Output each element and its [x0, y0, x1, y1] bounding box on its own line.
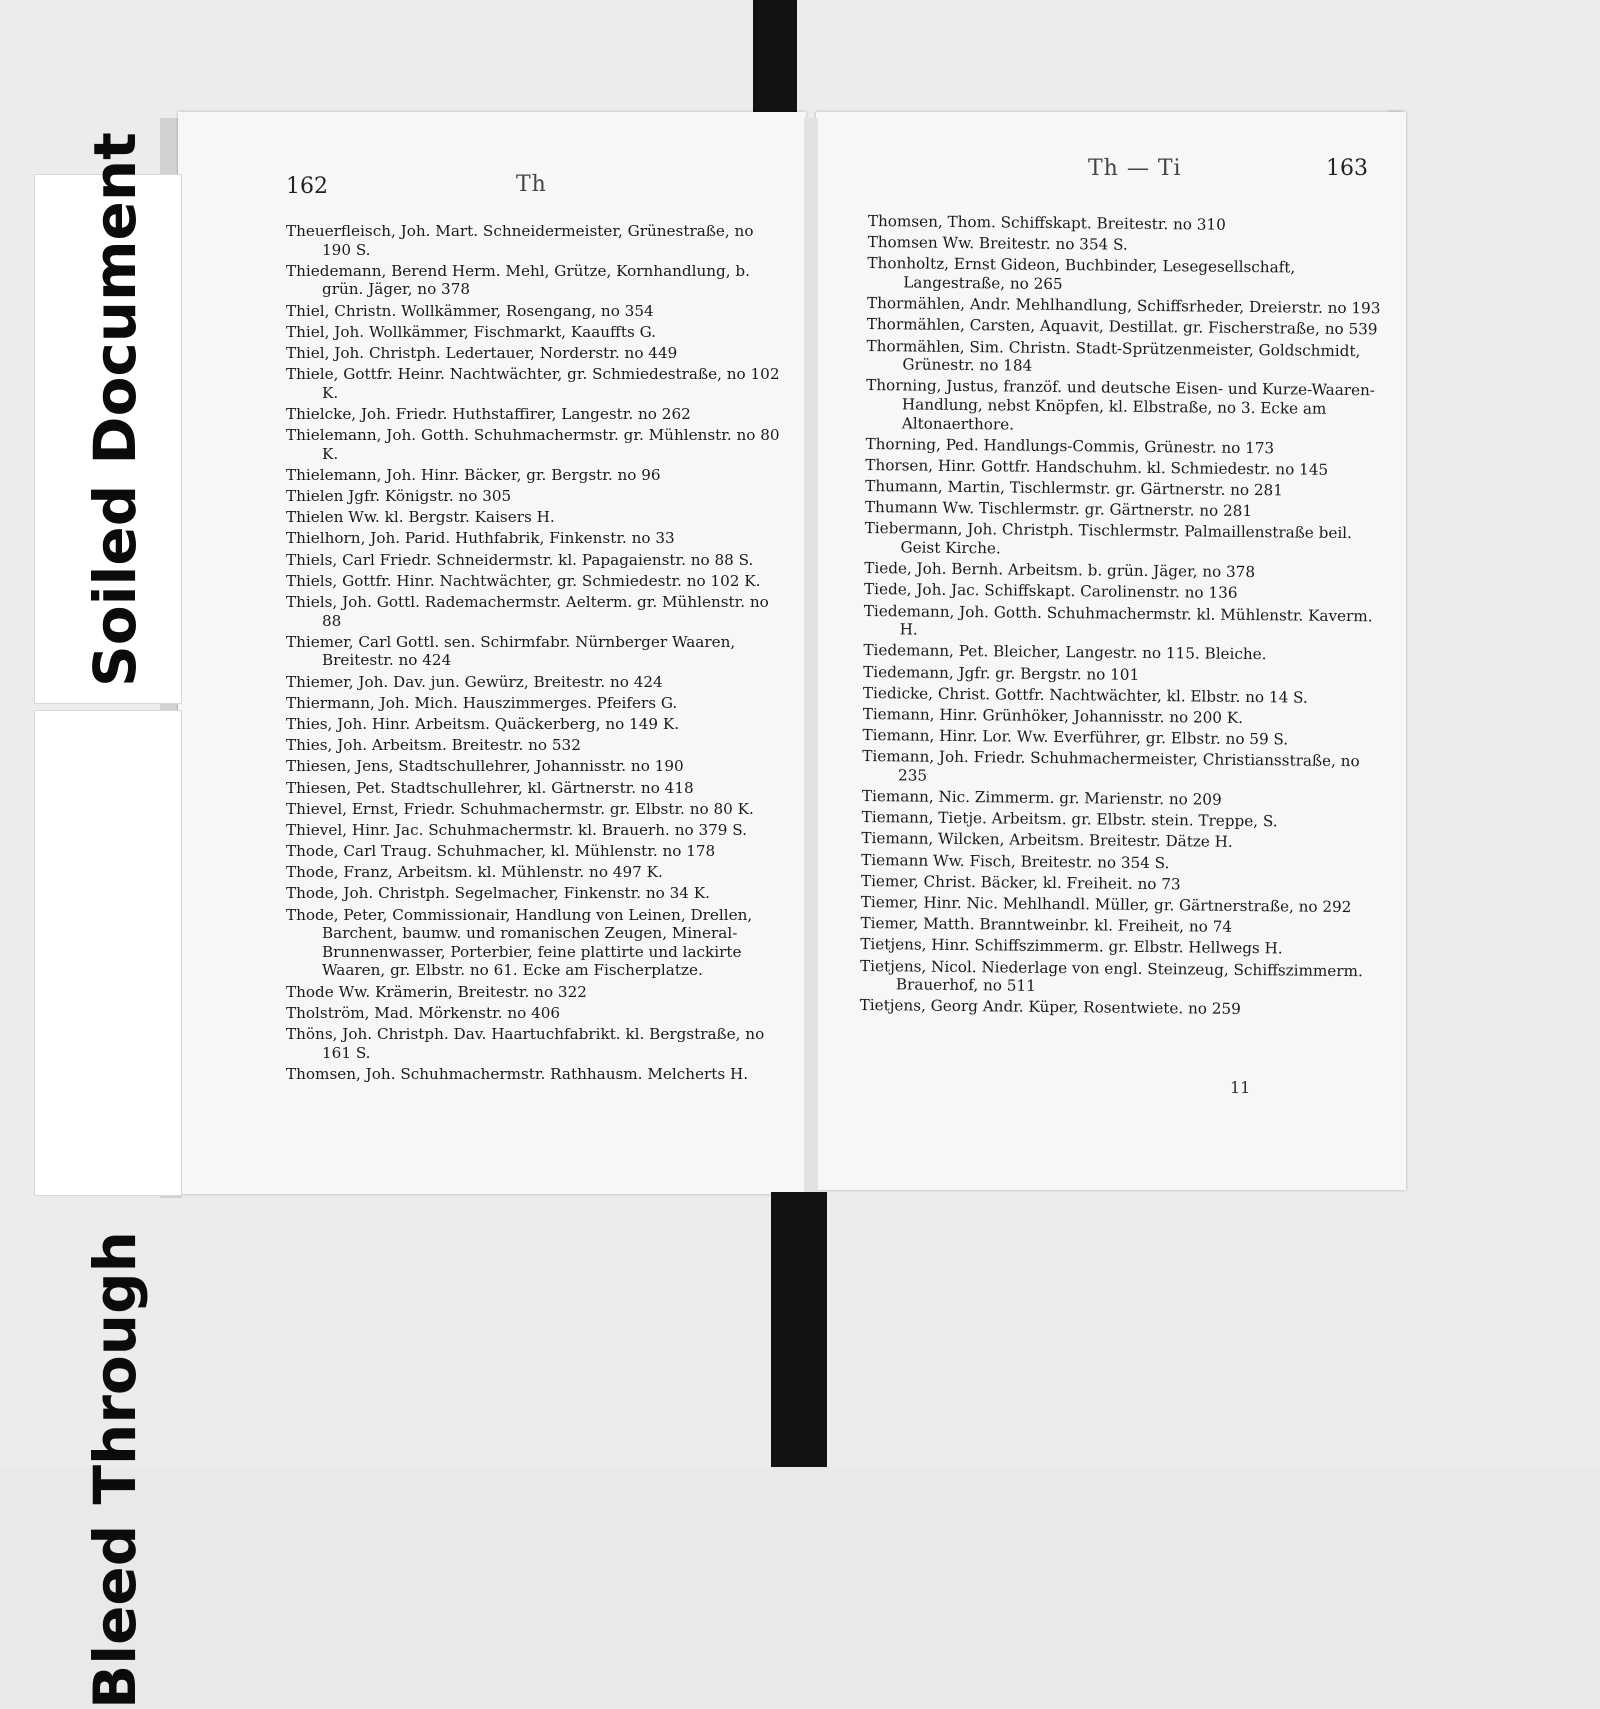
- directory-entry: [863, 641, 1383, 665]
- directory-entry-text: Thiesen, Pet. Stadtschullehrer, kl. Gärtnerstr. no 418: [286, 778, 694, 797]
- directory-entry-text: Tiemann, Hinr. Grünhöker, Johannisstr. no 200 K.: [862, 704, 1244, 727]
- left-page-number: 162: [286, 174, 328, 199]
- directory-entry-text: Tietjens, Hinr. Schiffszimmerm. gr. Elbstr. Hellwegs H.: [860, 935, 1283, 958]
- signature-mark: 11: [1230, 1078, 1251, 1097]
- directory-entry: [286, 323, 786, 342]
- directory-entry-text: Tietjens, Nicol. Niederlage von engl. Steinzeug, Schiffszimmerm. Brauerhof, no 511: [860, 956, 1368, 995]
- directory-entry: [862, 787, 1382, 811]
- directory-entry: [286, 906, 786, 980]
- directory-entry: [286, 487, 786, 506]
- directory-entry-text: Thöns, Joh. Christph. Dav. Haartuchfabrikt. kl. Bergstraße, no 161 S.: [286, 1024, 770, 1062]
- directory-entry-text: Thode, Franz, Arbeitsm. kl. Mühlenstr. no 497 K.: [286, 863, 663, 882]
- directory-entry-text: Thorning, Justus, franzöf. und deutsche Eisen- und Kurze-Waaren-Handlung, nebst Knöpfen, kl. Elbstraße, no 3. Ecke am Altonaerthore.: [866, 376, 1376, 434]
- directory-entry-text: Thomsen, Joh. Schuhmachermstr. Rathhausm. Melcherts H.: [286, 1064, 749, 1083]
- directory-entry-text: Tiede, Joh. Bernh. Arbeitsm. b. grün. Jäger, no 378: [864, 559, 1256, 582]
- directory-entry-text: Thievel, Ernst, Friedr. Schuhmachermstr. gr. Elbstr. no 80 K.: [286, 799, 754, 818]
- directory-entry-text: Thiele, Gottfr. Heinr. Nachtwächter, gr. Schmiedestraße, no 102 K.: [286, 365, 785, 402]
- right-page-number: 163: [1326, 156, 1368, 181]
- directory-entry: [867, 254, 1387, 297]
- directory-entry-text: Tietjens, Georg Andr. Küper, Rosentwiete. no 259: [859, 996, 1241, 1019]
- directory-entry-text: Tiebermann, Joh. Christph. Tischlermstr. Palmaillenstraße beil. Geist Kirche.: [864, 519, 1357, 558]
- directory-entry: [864, 602, 1384, 645]
- directory-entry: [860, 914, 1380, 938]
- label-bleed-through: Bleed Through: [81, 1231, 149, 1709]
- directory-entry-text: Tiemann, Wilcken, Arbeitsm. Breitestr. Dätze H.: [861, 829, 1233, 852]
- directory-entry: [286, 508, 786, 527]
- directory-entry-text: Thorning, Ped. Handlungs-Commis, Grünestr. no 173: [865, 434, 1275, 457]
- directory-entry-text: Tiedicke, Christ. Gottfr. Nachtwächter, kl. Elbstr. no 14 S.: [862, 683, 1308, 707]
- directory-entry: [862, 747, 1382, 790]
- directory-entry: [286, 262, 786, 299]
- directory-entry-text: Thiel, Joh. Wollkämmer, Fischmarkt, Kaauffts G.: [286, 322, 656, 341]
- directory-entry: [286, 800, 786, 819]
- directory-entry: [861, 893, 1381, 917]
- directory-entry: [860, 996, 1380, 1020]
- directory-entry-text: Tiemer, Christ. Bäcker, kl. Freiheit. no 73: [860, 871, 1181, 894]
- directory-entry: [286, 593, 786, 630]
- label-card-soiled: [34, 132, 182, 704]
- directory-entry-text: Thode, Peter, Commissionair, Handlung von Leinen, Drellen, Barchent, baumw. und romanischen Zeugen, Mineral-Brunnenwasser, Porterbier, feine plattirte und lackirte Waaren, gr. Elbstr. no 61. Ecke am Fischerplatze.: [286, 905, 758, 980]
- directory-entry-text: Thumann Ww. Tischlermstr. gr. Gärtnerstr. no 281: [864, 498, 1253, 521]
- directory-entry-text: Thiesen, Jens, Stadtschullehrer, Johannisstr. no 190: [286, 757, 684, 776]
- directory-entry: [286, 757, 786, 776]
- directory-entry-text: Thode, Carl Traug. Schuhmacher, kl. Mühlenstr. no 178: [286, 842, 716, 861]
- directory-entry-text: Thielen Jgfr. Königstr. no 305: [286, 487, 512, 506]
- directory-entry: [286, 842, 786, 861]
- directory-entry: [865, 477, 1385, 501]
- directory-entry: [286, 466, 786, 485]
- directory-entry-text: Thiel, Christn. Wollkämmer, Rosengang, no 354: [286, 301, 654, 320]
- directory-entry-text: Thielemann, Joh. Gotth. Schuhmachermstr. gr. Mühlenstr. no 80 K.: [286, 426, 785, 463]
- directory-entry-text: Thumann, Martin, Tischlermstr. gr. Gärtnerstr. no 281: [865, 477, 1283, 500]
- directory-entry-text: Thode Ww. Krämerin, Breitestr. no 322: [286, 982, 587, 1001]
- directory-entry-text: Thiels, Joh. Gottl. Rademachermstr. Aelterm. gr. Mühlenstr. no 88: [286, 593, 774, 630]
- directory-entry: [286, 736, 786, 755]
- directory-entry-text: Thiemer, Joh. Dav. jun. Gewürz, Breitestr. no 424: [286, 672, 663, 691]
- binding-clip-bottom: [771, 1192, 827, 1467]
- directory-entry: [286, 884, 786, 903]
- directory-entry-text: Thievel, Hinr. Jac. Schuhmachermstr. kl. Brauerh. no 379 S.: [286, 820, 747, 839]
- directory-entry: [286, 673, 786, 692]
- directory-entry-text: Thode, Joh. Christph. Segelmacher, Finkenstr. no 34 K.: [286, 884, 710, 903]
- directory-entry-text: Tiemann, Joh. Friedr. Schuhmachermeister, Christiansstraße, no 235: [862, 747, 1365, 785]
- directory-entry-text: Thiel, Joh. Christph. Ledertauer, Norderstr. no 449: [286, 343, 678, 362]
- directory-entry-text: Thielemann, Joh. Hinr. Bäcker, gr. Bergstr. no 96: [286, 465, 661, 484]
- condition-label-strip: [34, 132, 180, 1709]
- directory-entry: [286, 1004, 786, 1023]
- directory-entry: [867, 294, 1387, 318]
- directory-entry: [861, 851, 1381, 875]
- directory-entry-text: Thiedemann, Berend Herm. Mehl, Grütze, Kornhandlung, b. grün. Jäger, no 378: [286, 261, 755, 299]
- directory-entry-text: Tiemann Ww. Fisch, Breitestr. no 354 S.: [861, 850, 1170, 872]
- directory-entry: [860, 935, 1380, 959]
- directory-entry: [866, 337, 1386, 380]
- directory-entry-text: Tiemann, Hinr. Lor. Ww. Everführer, gr. Elbstr. no 59 S.: [862, 726, 1289, 749]
- directory-entry: [286, 1025, 786, 1062]
- directory-entry-text: Thomsen, Thom. Schiffskapt. Breitestr. no 310: [867, 212, 1226, 234]
- directory-entry: [861, 872, 1381, 896]
- book-gutter: [804, 118, 818, 1194]
- directory-entry-text: Thies, Joh. Arbeitsm. Breitestr. no 532: [286, 736, 581, 755]
- directory-entry: [863, 705, 1383, 729]
- directory-entry: [286, 863, 786, 882]
- directory-entry-text: Thormählen, Carsten, Aquavit, Destillat. gr. Fischerstraße, no 539: [866, 315, 1378, 339]
- directory-entry-text: Tiemann, Nic. Zimmerm. gr. Marienstr. no 209: [861, 787, 1222, 809]
- directory-entry: [286, 715, 786, 734]
- directory-entry: [286, 983, 786, 1002]
- directory-entry-text: Thielen Ww. kl. Bergstr. Kaisers H.: [286, 508, 555, 527]
- directory-entry: [867, 315, 1387, 339]
- directory-entry-text: Thormählen, Sim. Christn. Stadt-Sprützenmeister, Goldschmidt, Grünestr. no 184: [866, 336, 1366, 375]
- directory-entry: [286, 344, 786, 363]
- directory-entry: [868, 233, 1388, 257]
- directory-entry-text: Tiedemann, Jgfr. gr. Bergstr. no 101: [863, 662, 1140, 684]
- binding-clip-top: [753, 0, 797, 118]
- directory-entry: [865, 498, 1385, 522]
- directory-entry: [863, 663, 1383, 687]
- directory-entry-text: Tiemann, Tietje. Arbeitsm. gr. Elbstr. stein. Treppe, S.: [861, 808, 1278, 831]
- right-entry-list: [860, 212, 1388, 1023]
- directory-entry-text: Thiels, Carl Friedr. Schneidermstr. kl. Papagaienstr. no 88 S.: [286, 550, 754, 569]
- directory-entry-text: Tiede, Joh. Jac. Schiffskapt. Carolinenstr. no 136: [863, 580, 1238, 603]
- directory-entry: [864, 580, 1384, 604]
- directory-entry-text: Thies, Joh. Hinr. Arbeitsm. Quäckerberg, no 149 K.: [286, 714, 680, 733]
- directory-entry: [286, 426, 786, 463]
- directory-entry-text: Thielhorn, Joh. Parid. Huthfabrik, Finkenstr. no 33: [286, 529, 675, 548]
- directory-entry-text: Thonholtz, Ernst Gideon, Buchbinder, Lesegesellschaft, Langestraße, no 265: [867, 254, 1301, 294]
- directory-entry: [286, 572, 786, 591]
- directory-entry: [861, 829, 1381, 853]
- directory-entry-text: Thorsen, Hinr. Gottfr. Handschuhm. kl. Schmiedestr. no 145: [865, 455, 1329, 479]
- directory-entry: [286, 551, 786, 570]
- directory-entry: [866, 376, 1387, 437]
- directory-entry: [860, 957, 1380, 1000]
- directory-entry-text: Thiemer, Carl Gottl. sen. Schirmfabr. Nürnberger Waaren, Breitestr. no 424: [286, 632, 741, 670]
- directory-entry-text: Tiemer, Matth. Branntweinbr. kl. Freiheit, no 74: [860, 914, 1233, 937]
- directory-entry-text: Thiels, Gottfr. Hinr. Nachtwächter, gr. Schmiedestr. no 102 K.: [286, 571, 761, 590]
- directory-entry-text: Thormählen, Andr. Mehlhandlung, Schiffsrheder, Dreierstr. no 193: [866, 294, 1381, 318]
- right-running-head: Th — Ti: [1088, 156, 1182, 181]
- directory-entry-text: Tiedemann, Joh. Gotth. Schuhmachermstr. kl. Mühlenstr. Kaverm. H.: [863, 601, 1378, 639]
- left-entry-list: [286, 222, 786, 1086]
- directory-entry: [862, 726, 1382, 750]
- directory-entry: [862, 808, 1382, 832]
- directory-entry: [863, 684, 1383, 708]
- directory-entry: [864, 559, 1384, 583]
- left-running-head: Th: [516, 172, 547, 197]
- directory-entry: [286, 779, 786, 798]
- label-card-bleed: [34, 710, 182, 1709]
- directory-entry: [865, 435, 1385, 459]
- directory-entry-text: Tholström, Mad. Mörkenstr. no 406: [286, 1003, 561, 1022]
- directory-entry: [286, 365, 786, 402]
- directory-entry: [286, 633, 786, 670]
- directory-entry-text: Thiermann, Joh. Mich. Hauszimmerges. Pfeifers G.: [286, 693, 678, 712]
- directory-entry-text: Tiedemann, Pet. Bleicher, Langestr. no 115. Bleiche.: [863, 641, 1267, 664]
- directory-entry: [286, 821, 786, 840]
- directory-entry-text: Thielcke, Joh. Friedr. Huthstaffirer, Langestr. no 262: [286, 404, 691, 423]
- directory-entry: [864, 519, 1384, 562]
- directory-entry: [286, 1065, 786, 1084]
- directory-entry-text: Thomsen Ww. Breitestr. no 354 S.: [867, 233, 1128, 254]
- directory-entry: [286, 529, 786, 548]
- directory-entry: [286, 694, 786, 713]
- directory-entry: [865, 456, 1385, 480]
- directory-entry-text: Theuerfleisch, Joh. Mart. Schneidermeister, Grünestraße, no 190 S.: [286, 222, 759, 259]
- directory-entry: [286, 222, 786, 259]
- directory-entry: [286, 405, 786, 424]
- directory-entry-text: Tiemer, Hinr. Nic. Mehlhandl. Müller, gr. Gärtnerstraße, no 292: [860, 892, 1352, 917]
- directory-entry: [286, 302, 786, 321]
- label-soiled-document: Soiled Document: [81, 132, 149, 687]
